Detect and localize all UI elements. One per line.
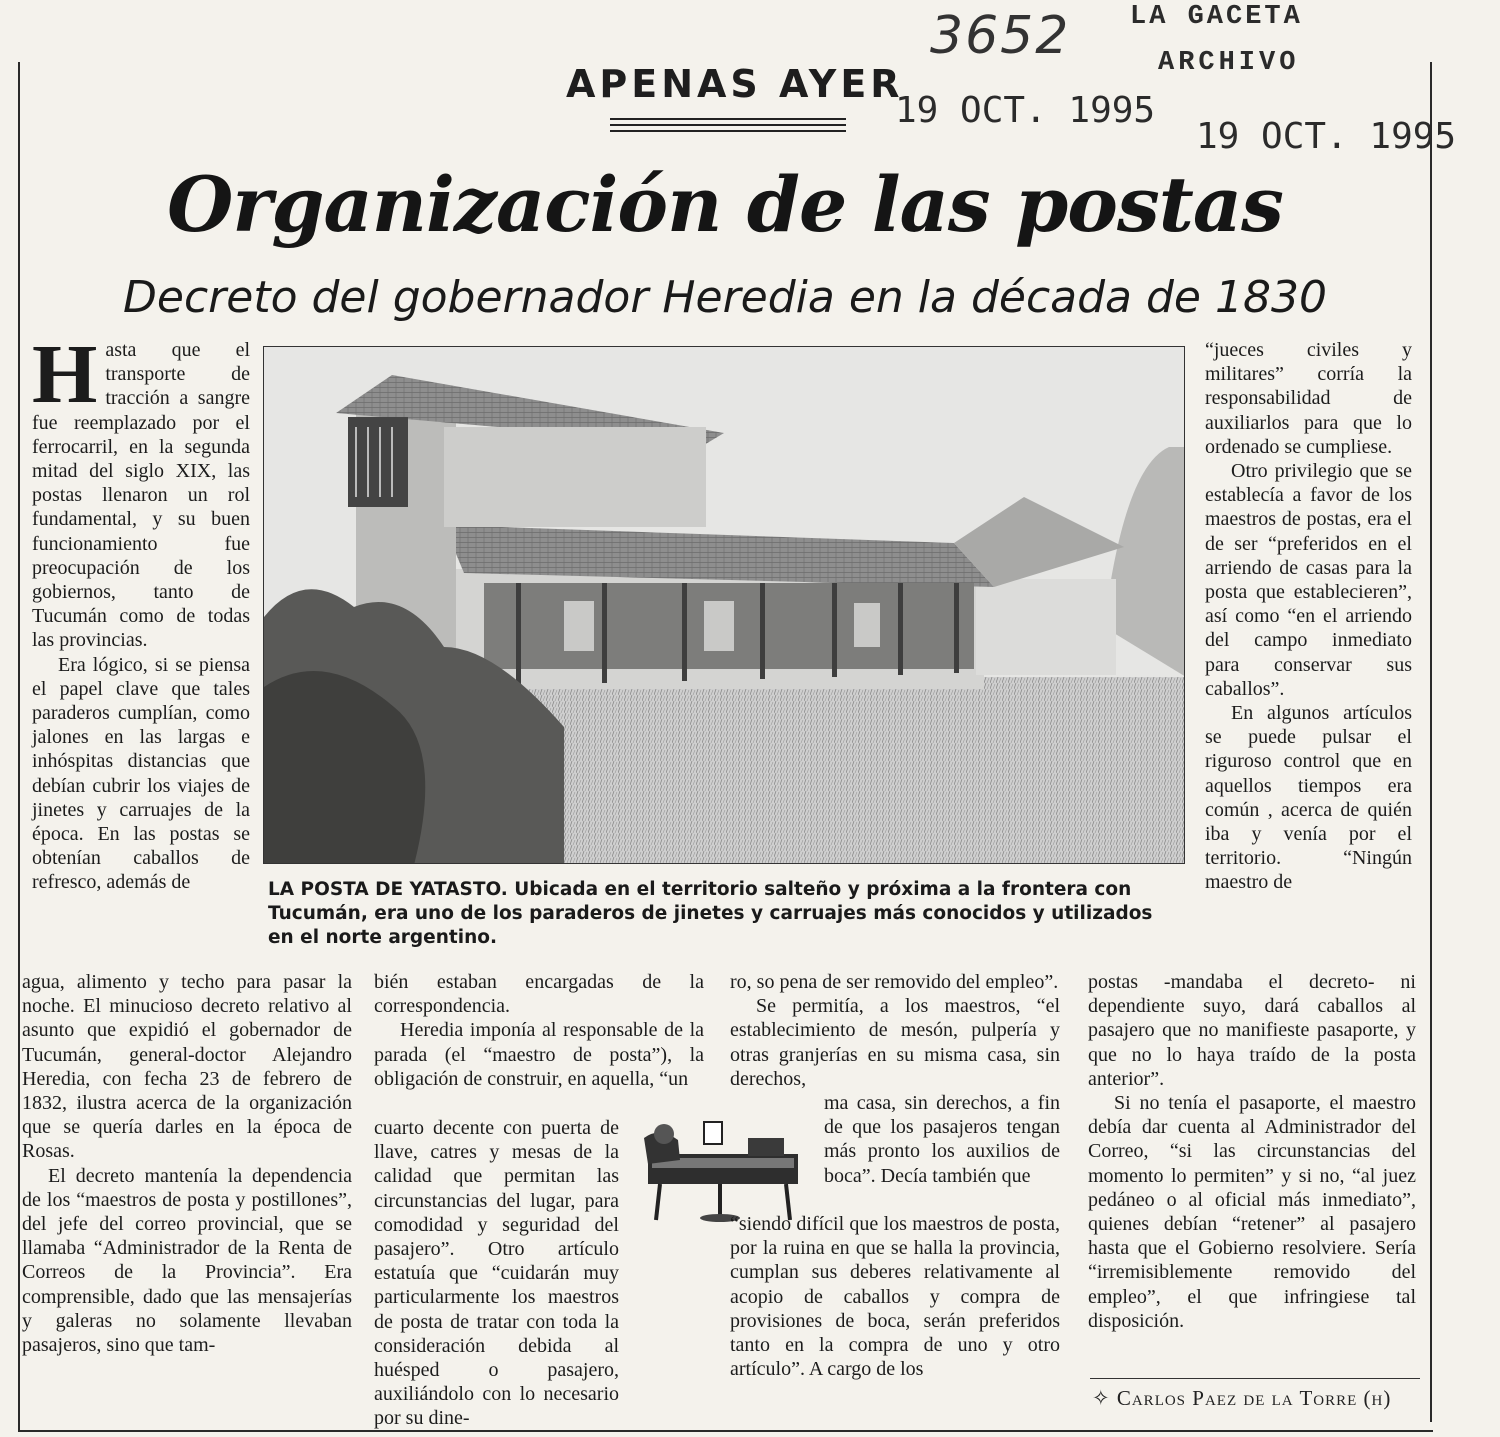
paragraph: ma casa, sin derechos, a fin de que los pasajeros tengan más pronto los auxilios de boca”. Decía también que [824,1092,1060,1187]
author-byline: ✧ Carlos Paez de la Torre (h) [1092,1386,1392,1410]
newspaper-stamp: LA GACETA [1130,2,1303,32]
paragraph: bién estaban encargadas de la correspondencia. [374,971,704,1018]
section-heading: APENAS AYER [566,62,904,106]
paragraph: Si no tenía el pasaporte, el maestro debía dar cuenta al Administrador del Correo, “si las circunstancias del momento lo permiten” y si no, “al juez pedáneo o al oficial más inmediato”, quienes debían “retener” al pasajero hasta que el Gobierno resolviere. Sería “irremisiblemente removido del empleo”, el que infringiese tal disposición. [1088,1092,1416,1332]
clipping-left-border [18,62,20,1432]
archive-stamp: ARCHIVO [1158,48,1300,78]
paragraph: Otro privilegio que se establecía a favor de los maestros de postas, era el de ser “preferidos en el arriendo de casas para la posta que establecieren”, así como “en el arriendo del campo inmediato para conservar sus caballos”. [1205,460,1412,700]
handwritten-archive-number: 3652 [930,6,1071,66]
paragraph: “siendo difícil que los maestros de posta, por la ruina en que se halla la provincia, cumplan sus deberes relativamente al acopio de caballos y compra de provisiones de boca, serán preferidos tanto en la compra de uno y otro artículo”. A cargo de los [730,1213,1060,1381]
column-4-bottom [1088,970,1416,1333]
paragraph: ro, so pena de ser removido del empleo”. [730,971,1059,993]
drop-cap: H [32,328,98,421]
paragraph: El decreto mantenía la dependencia de los “maestros de posta y postillones”, del jefe del correo provincial, que se llamaba “Administrador de la Renta de Correos de la Provincia”. Era comprensible, dado que las mensajerías y galeras no solamente llevaban pasajeros, sino que tam- [22,1164,352,1357]
column-3-narrow [824,1091,1060,1188]
paragraph: postas -mandaba el decreto- ni dependiente suyo, dará caballos al pasajero que no manifieste pasaporte, y que no lo haya traído de la posta anterior”. [1088,971,1416,1090]
paragraph: Heredia imponía al responsable de la parada (el “maestro de posta”), la obligación de construir, en aquella, “un [374,1019,704,1090]
paragraph: agua, alimento y techo para pasar la noche. El minucioso decreto relativo al asunto que expidió el gobernador de Tucumán, general-doctor Alejandro Heredia, con fecha 23 de febrero de 1832, ilustra acerca de la organización que se quería darles en la época de Rosas. [22,971,352,1163]
column-2-narrow [374,1116,619,1431]
column-1-bottom [22,970,352,1357]
paragraph: Se permitía, a los maestros, “el establecimiento de mesón, pulpería y otras granjerías en su misma casa, sin derechos, [730,995,1060,1090]
paragraph: asta que el transporte de tracción a sangre fue reemplazado por el ferrocarril, en la segunda mitad del siglo XIX, las postas llenaron un rol fundamental, y su buen funcionamiento fue preocupación de los gobiernos, tanto de Tucumán como de todas las provincias. [32,339,250,652]
column-4-top [1205,338,1412,895]
clipping-bottom-border [18,1430,1433,1432]
article-title: Organización de las postas [167,160,1283,249]
clipping-right-border [1430,62,1432,1422]
byline-rule [1090,1378,1420,1379]
paragraph: “jueces civiles y militares” corría la responsabilidad de auxiliarlos para que lo ordenado se cumpliese. [1205,339,1412,458]
column-3-bottom [730,1212,1060,1381]
photo-caption [268,878,1168,950]
caption-lead: LA POSTA DE YATASTO. [268,879,508,900]
paragraph: En algunos artículos se puede pulsar el riguroso control que en aquellos tiempos era común , acerca de quién iba y venía por el territorio. “Ningún maestro de [1205,702,1412,894]
date-stamp-secondary: 19 OCT. 1995 [1196,116,1457,157]
reclining-traveler-illustration [620,1108,820,1224]
column-3-top [730,970,1060,1091]
section-rules [610,118,846,136]
column-2-top [374,970,704,1091]
column-1-top [32,328,250,895]
posta-de-yatasto-photo [263,346,1185,864]
paragraph: Era lógico, si se piensa el papel clave que tales paraderos cumplían, como jalones en las largas e inhóspitas distancias que debían cubrir los viajes de jinetes y carruajes de la época. En las postas se obtenían caballos de refresco, además de [32,653,250,894]
caption-text: Ubicada en el territorio salteño y próxima a la frontera con Tucumán, era uno de los paraderos de jinetes y carruajes más conocidos y utilizados en el norte argentino. [268,879,1153,948]
article-subtitle: Decreto del gobernador Heredia en la década de 1830 [123,272,1327,323]
paragraph: cuarto decente con puerta de llave, catres y mesas de la calidad que permitan las circunstancias del lugar, para comodidad y seguridad del pasajero”. Otro artículo estatuía que “cuidarán muy particularmente los maestros de posta de tratar con toda la consideración debida al huésped o pasajero, auxiliándolo con lo necesario por su dine- [374,1117,619,1430]
date-stamp: 19 OCT. 1995 [895,90,1156,131]
